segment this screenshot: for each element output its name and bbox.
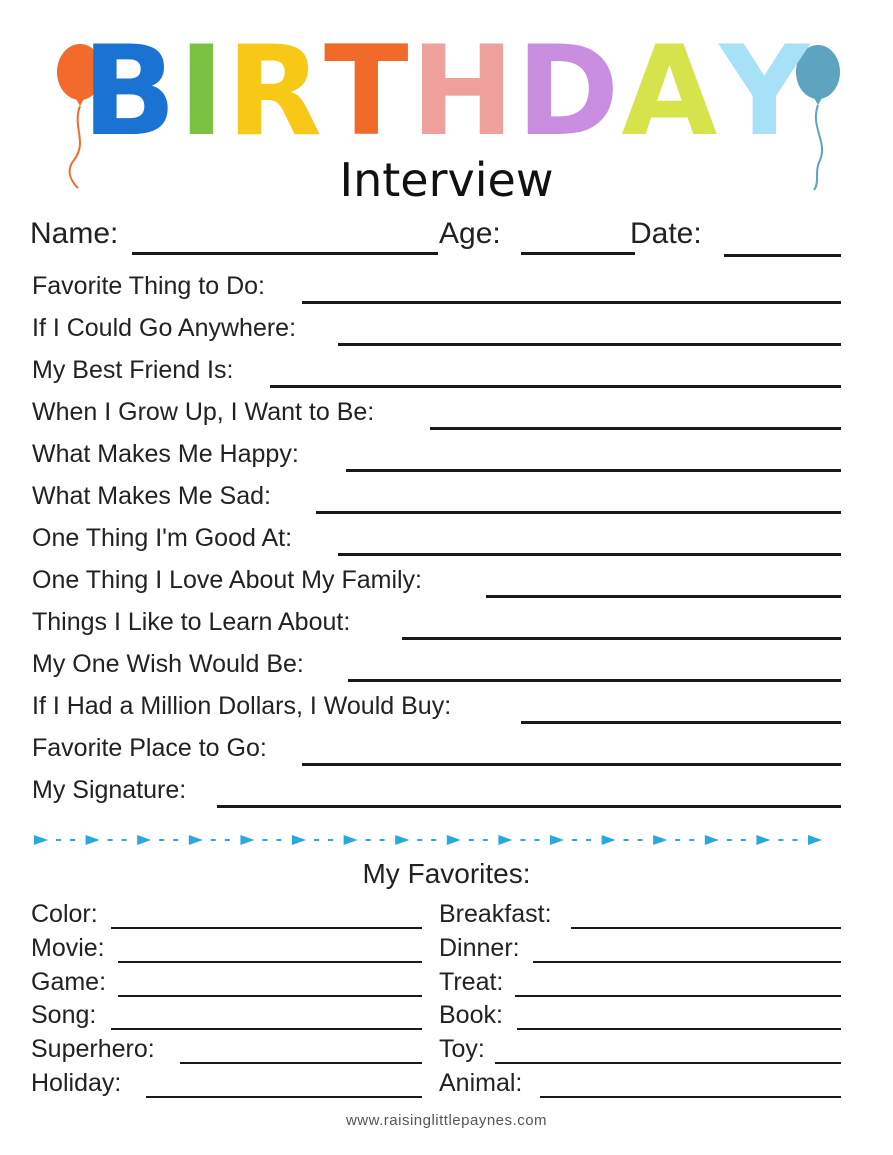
divider-arrow-icon [344,835,358,845]
divider-dash [276,839,281,841]
favorite-answer-line[interactable] [571,927,841,929]
question-label: Things I Like to Learn About: [32,608,351,636]
divider-arrow-icon [705,835,719,845]
divider-arrow-icon [292,835,306,845]
favorite-label: Book: [439,1001,503,1029]
favorite-answer-line[interactable] [540,1096,841,1098]
answer-line[interactable] [348,679,841,682]
divider-dash [520,839,525,841]
question-label: If I Could Go Anywhere: [32,314,297,342]
footer-url: www.raisinglittlepaynes.com [345,1112,548,1129]
question-label: One Thing I Love About My Family: [32,566,423,594]
favorite-answer-line[interactable] [495,1062,841,1064]
answer-line[interactable] [338,343,841,346]
divider-arrow-icon [756,835,770,845]
favorite-label: Holiday: [31,1069,122,1097]
question-label: My One Wish Would Be: [32,650,304,678]
favorite-label: Treat: [439,968,504,996]
title-letter: I [178,20,227,164]
divider-dash [792,839,797,841]
divider-dash [262,839,267,841]
divider-dash [314,839,319,841]
favorite-label: Breakfast: [439,900,552,928]
divider-arrow-icon [34,835,48,845]
divider-dash [572,839,577,841]
favorite-label: Movie: [31,934,105,962]
answer-line[interactable] [316,511,841,514]
interview-subtitle: Interview [339,153,554,207]
divider-dash [173,839,178,841]
divider-dash [586,839,591,841]
question-label: My Signature: [32,776,187,804]
divider-arrow-icon [498,835,512,845]
title-letter: A [621,20,720,164]
divider-arrow-icon [550,835,564,845]
divider-arrow-icon [808,835,822,845]
divider-dash [366,839,371,841]
favorite-answer-line[interactable] [515,995,841,997]
answer-line[interactable] [521,721,841,724]
answer-line[interactable] [402,637,841,640]
divider-arrow-icon [602,835,616,845]
divider-dash [225,839,230,841]
divider-dash [122,839,127,841]
title-letter: B [81,20,179,164]
question-label: What Makes Me Sad: [32,482,271,510]
question-label: Favorite Place to Go: [32,734,267,762]
date-label: Date: [630,217,702,250]
divider-arrow-icon [395,835,409,845]
arrow-divider [30,832,842,848]
favorite-label: Superhero: [31,1035,155,1063]
question-label: My Best Friend Is: [32,356,234,384]
divider-dash [328,839,333,841]
divider-dash [741,839,746,841]
favorite-label: Game: [31,968,107,996]
divider-dash [431,839,436,841]
favorite-label: Song: [31,1001,97,1029]
divider-arrow-icon [240,835,254,845]
question-label: What Makes Me Happy: [32,440,299,468]
divider-dash [469,839,474,841]
divider-arrow-icon [86,835,100,845]
date-field[interactable] [724,254,841,257]
age-field[interactable] [521,252,635,255]
question-label: If I Had a Million Dollars, I Would Buy: [32,692,452,720]
title-letter: R [226,20,325,164]
favorite-label: Toy: [439,1035,485,1063]
divider-dash [638,839,643,841]
title-letter: H [410,20,517,164]
name-field[interactable] [132,252,438,255]
divider-dash [727,839,732,841]
favorite-answer-line[interactable] [146,1096,422,1098]
divider-dash [159,839,164,841]
name-label: Name: [30,217,119,250]
answer-line[interactable] [302,301,841,304]
divider-dash [56,839,61,841]
divider-dash [380,839,385,841]
divider-arrow-icon [137,835,151,845]
divider-dash [211,839,216,841]
title-letter: D [516,20,622,164]
favorite-answer-line[interactable] [180,1062,422,1064]
divider-arrow-icon [447,835,461,845]
favorite-answer-line[interactable] [517,1028,841,1030]
divider-dash [624,839,629,841]
answer-line[interactable] [346,469,841,472]
favorite-label: Animal: [439,1069,523,1097]
answer-line[interactable] [302,763,841,766]
favorite-label: Color: [31,900,98,928]
answer-line[interactable] [430,427,841,430]
answer-line[interactable] [486,595,841,598]
question-label: One Thing I'm Good At: [32,524,293,552]
question-label: When I Grow Up, I Want to Be: [32,398,375,426]
divider-dash [108,839,113,841]
age-label: Age: [439,217,501,250]
title-letter: Y [719,20,812,164]
favorite-label: Dinner: [439,934,520,962]
divider-dash [417,839,422,841]
answer-line[interactable] [270,385,841,388]
question-label: Favorite Thing to Do: [32,272,265,300]
answer-line[interactable] [217,805,841,808]
answer-line[interactable] [338,553,841,556]
divider-dash [534,839,539,841]
divider-dash [70,839,75,841]
favorite-answer-line[interactable] [111,927,422,929]
favorite-answer-line[interactable] [118,961,422,963]
divider-dash [675,839,680,841]
divider-arrow-icon [653,835,667,845]
favorites-title: My Favorites: [362,858,531,889]
divider-arrow-icon [189,835,203,845]
divider-dash [778,839,783,841]
favorite-answer-line[interactable] [118,995,422,997]
birthday-title [0,20,893,164]
divider-dash [689,839,694,841]
title-letter: T [324,20,411,164]
favorite-answer-line[interactable] [533,961,841,963]
divider-dash [483,839,488,841]
favorite-answer-line[interactable] [111,1028,422,1030]
